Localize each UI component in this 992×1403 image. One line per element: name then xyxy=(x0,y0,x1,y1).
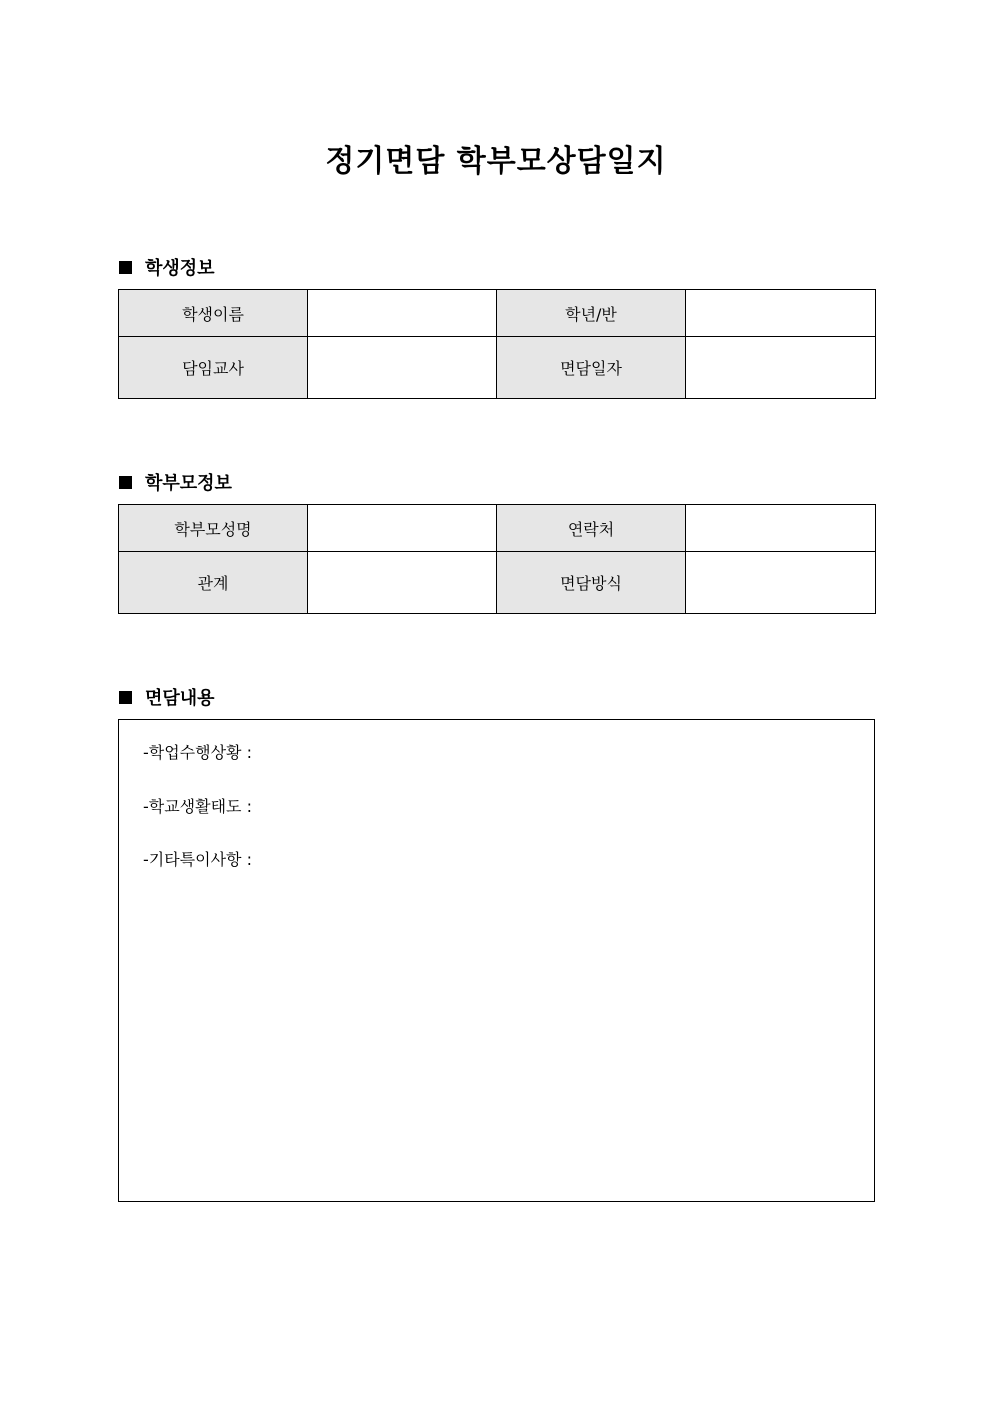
parent-info-table xyxy=(118,504,876,614)
parent-info-heading xyxy=(119,469,232,495)
student-info-table xyxy=(118,289,876,399)
relationship-label: 관계 xyxy=(119,552,308,614)
table-row xyxy=(119,505,876,552)
student-info-heading xyxy=(119,254,215,280)
black-square-icon xyxy=(119,476,132,489)
school-life-attitude-line: -학교생활태도 : xyxy=(143,797,252,816)
grade-class-label: 학년/반 xyxy=(497,290,686,337)
other-notes-line: -기타특이사항 : xyxy=(143,850,252,869)
interview-method-field[interactable] xyxy=(686,552,876,614)
contact-label: 연락처 xyxy=(497,505,686,552)
relationship-field[interactable] xyxy=(308,552,497,614)
interview-content-heading-label: 면담내용 xyxy=(145,688,215,709)
interview-content-heading xyxy=(119,684,215,710)
table-row xyxy=(119,337,876,399)
academic-performance-line: -학업수행상황 : xyxy=(143,743,252,762)
interview-method-label: 면담방식 xyxy=(497,552,686,614)
document-title: 정기면담 학부모상담일지 xyxy=(325,144,667,179)
table-row xyxy=(119,290,876,337)
contact-field[interactable] xyxy=(686,505,876,552)
parent-name-field[interactable] xyxy=(308,505,497,552)
grade-class-field[interactable] xyxy=(686,290,876,337)
student-name-field[interactable] xyxy=(308,290,497,337)
parent-info-heading-label: 학부모정보 xyxy=(145,473,232,494)
table-row xyxy=(119,552,876,614)
interview-date-field[interactable] xyxy=(686,337,876,399)
homeroom-teacher-label: 담임교사 xyxy=(119,337,308,399)
interview-content-box[interactable] xyxy=(118,719,875,1202)
homeroom-teacher-field[interactable] xyxy=(308,337,497,399)
student-name-label: 학생이름 xyxy=(119,290,308,337)
black-square-icon xyxy=(119,261,132,274)
parent-name-label: 학부모성명 xyxy=(119,505,308,552)
black-square-icon xyxy=(119,691,132,704)
student-info-heading-label: 학생정보 xyxy=(145,258,215,279)
interview-date-label: 면담일자 xyxy=(497,337,686,399)
